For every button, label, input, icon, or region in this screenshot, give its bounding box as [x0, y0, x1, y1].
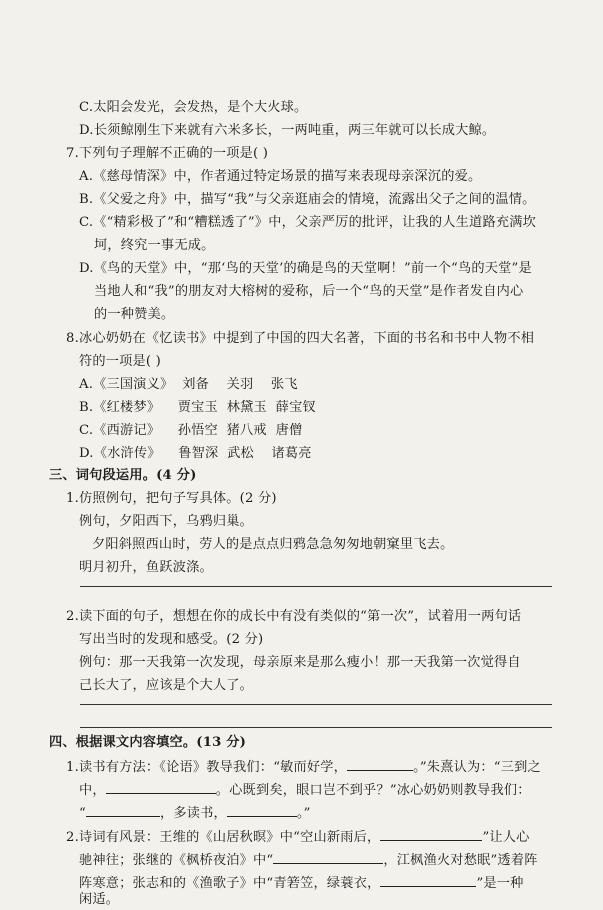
- s4-q1-blank-4[interactable]: [227, 803, 297, 817]
- s4-q2-blank-3[interactable]: [380, 873, 476, 887]
- s3-q1-prompt: 明月初升，鱼跃波涤。: [79, 560, 213, 575]
- q8-option-b: B.《红楼梦》 贾宝玉 林黛玉 薛宝钗: [79, 400, 316, 415]
- q8-stem-line2: 符的一项是( ): [79, 354, 162, 369]
- s4-q2-line3-text-a: 阵寒意；张志和的《渔歌子》中“青箬笠，绿蓑衣，: [79, 876, 381, 891]
- s4-q1-line1-text-b: 。”朱熹认为：“三到之: [413, 760, 541, 775]
- s4-q2-blank-2[interactable]: [273, 850, 383, 864]
- s4-q2-line3: [79, 873, 524, 893]
- s4-q1-line2: [79, 780, 531, 800]
- s4-q1-line2-text-a: 中，: [79, 783, 106, 798]
- section4-heading: 四、根据课文内容填空。(13 分): [49, 735, 247, 750]
- s4-q1-line3-text-a: “: [79, 806, 86, 821]
- s3-q2-answer-line-1[interactable]: [80, 704, 552, 705]
- s4-q2-line3-text-b: ”是一种: [476, 876, 524, 891]
- s4-q1-line1-text-a: 1.读书有方法：《论语》教导我们：“敏而好学，: [66, 760, 348, 775]
- s4-q2-line4: 闲适。: [79, 892, 120, 907]
- q7-option-c-line1: C.《“精彩极了”和“糟糕透了”》中，父亲严厉的批评，让我的人生道路充满坎: [79, 215, 536, 230]
- s3-q2-example-line2: 己长大了，应该是个大人了。: [79, 678, 254, 693]
- q8-option-d: D.《水浒传》 鲁智深 武松 诸葛亮: [79, 446, 312, 461]
- s4-q2-line1: [66, 827, 530, 847]
- s3-q2-stem-line1: 2.读下面的句子，想想在你的成长中有没有类似的“第一次”，试着用一两句话: [66, 609, 522, 624]
- s3-q2-stem-line2: 写出当时的发现和感受。(2 分): [79, 632, 264, 647]
- s4-q2-line1-text-a: 2.诗词有风景：王维的《山居秋暝》中“空山新雨后，: [66, 830, 381, 845]
- s4-q1-line3: [79, 803, 311, 823]
- q7-option-c-line2: 坷，终究一事无成。: [94, 238, 215, 253]
- q7-option-a: A.《慈母情深》中，作者通过特定场景的描写来表现母亲深沉的爱。: [79, 169, 482, 184]
- q7-option-b: B.《父爱之舟》中，描写“我”与父亲逛庙会的情境，流露出父子之间的温情。: [79, 192, 536, 207]
- s4-q2-line2-text-b: ，江枫渔火对愁眠”透着阵: [383, 853, 538, 868]
- s4-q1-line3-text-b: ，多读书，: [159, 806, 227, 821]
- s4-q2-line1-text-b: ”让人心: [482, 830, 530, 845]
- s3-q2-answer-line-2[interactable]: [80, 727, 552, 728]
- s3-q1-stem: 1.仿照例句，把句子写具体。(2 分): [66, 491, 277, 506]
- s3-q1-example-answer: 夕阳斜照西山时，劳人的是点点归鸦急急匆匆地朝窠里飞去。: [92, 537, 454, 552]
- q8-option-c: C.《西游记》 孙悟空 猪八戒 唐僧: [79, 423, 303, 438]
- s3-q1-example-label: 例句，夕阳西下，乌鸦归巢。: [79, 514, 254, 529]
- s4-q1-line2-text-b: 。心既到矣，眼口岂不到乎？”冰心奶奶则教导我们：: [215, 783, 531, 798]
- q6-option-d: D.长须鲸刚生下来就有六米多长，一两吨重，两三年就可以长成大鲸。: [79, 123, 496, 138]
- s4-q2-line2: [79, 850, 538, 870]
- q8-option-a: A.《三国演义》 刘备 关羽 张飞: [79, 377, 298, 392]
- q7-option-d-line3: 的一种赞美。: [94, 307, 175, 322]
- s4-q1-blank-2[interactable]: [106, 780, 216, 794]
- s3-q2-example-line1: 例句：那一天我第一次发现，母亲原来是那么瘦小！那一天我第一次觉得自: [79, 655, 521, 670]
- section3-heading: 三、词句段运用。(4 分): [49, 468, 197, 483]
- q6-option-c: C.太阳会发光，会发热，是个大火球。: [79, 100, 308, 115]
- q8-stem-line1: 8.冰心奶奶在《忆读书》中提到了中国的四大名著，下面的书名和书中人物不相: [66, 331, 535, 346]
- q7-option-d-line1: D.《鸟的天堂》中，“那‘鸟的天堂’的确是鸟的天堂啊！”前一个“鸟的天堂”是: [79, 261, 532, 276]
- q7-stem: 7.下列句子理解不正确的一项是( ): [66, 146, 269, 161]
- s4-q1-blank-1[interactable]: [347, 757, 413, 771]
- s3-q1-answer-line[interactable]: [80, 586, 552, 587]
- s4-q1-line3-text-c: 。”: [296, 806, 311, 821]
- s4-q2-blank-1[interactable]: [380, 827, 482, 841]
- q7-option-d-line2: 当地人和“我”的朋友对大榕树的爱称，后一个“鸟的天堂”是作者发自内心: [94, 284, 524, 299]
- s4-q1-blank-3[interactable]: [86, 803, 160, 817]
- s4-q2-line2-text-a: 驰神往；张继的《枫桥夜泊》中“: [79, 853, 274, 868]
- s4-q1-line1: [66, 757, 541, 777]
